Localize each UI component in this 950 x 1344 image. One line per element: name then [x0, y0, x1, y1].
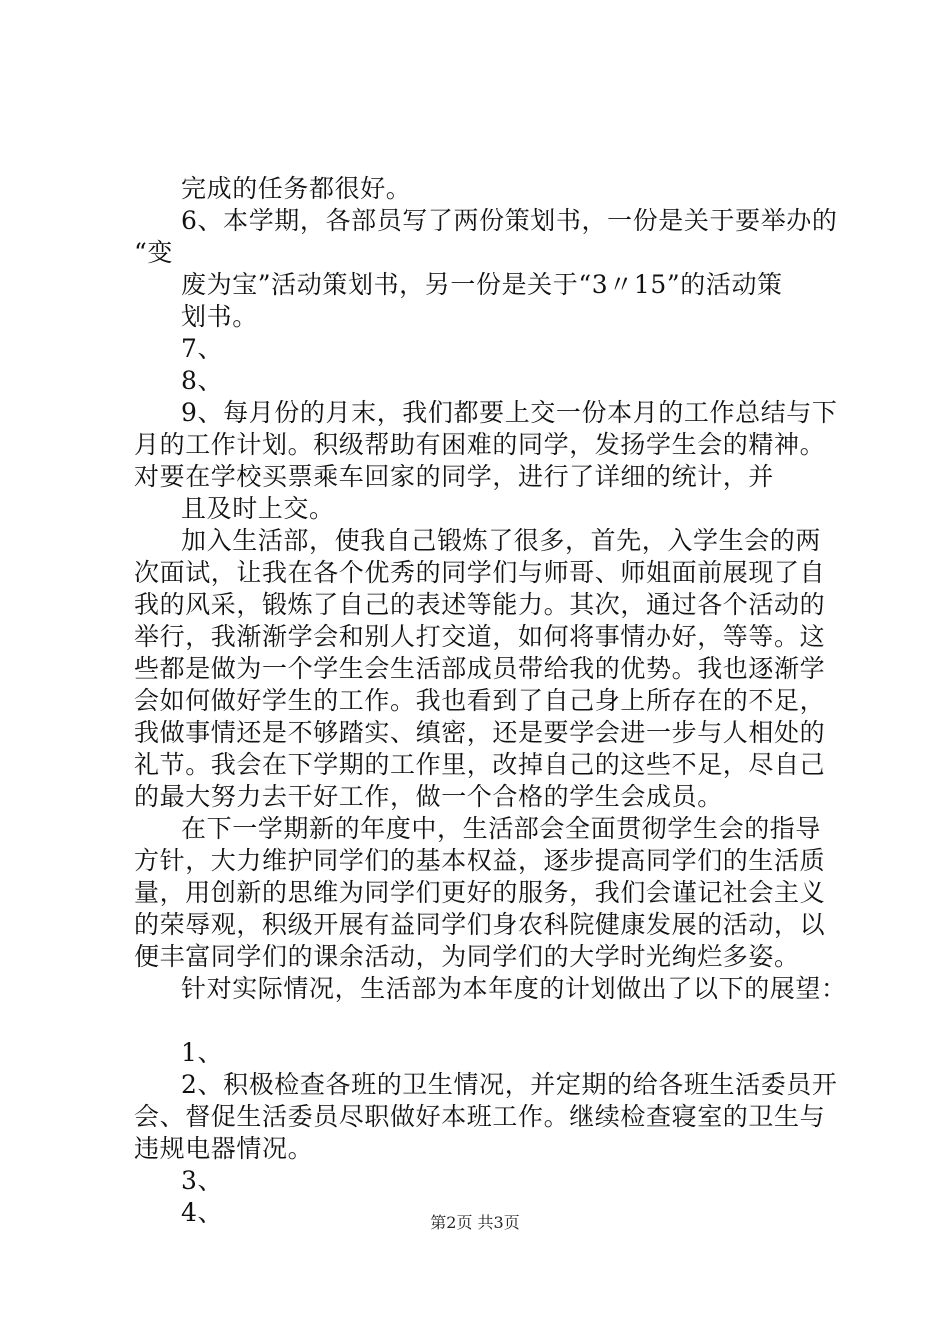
text-line: 会如何做好学生的工作。我也看到了自己身上所存在的不足， — [134, 686, 826, 715]
text-line: 2、积极检查各班的卫生情况，并定期的给各班生活委员开 — [181, 1070, 838, 1099]
text-line: 1、 — [181, 1038, 224, 1067]
text-line: 且及时上交。 — [181, 494, 335, 523]
text-line: “变 — [134, 238, 173, 267]
text-line: 我的风采，锻炼了自己的表述等能力。其次，通过各个活动的 — [134, 590, 826, 619]
text-line: 对要在学校买票乘车回家的同学，进行了详细的统计，并 — [134, 462, 775, 491]
text-line: 6、本学期，各部员写了两份策划书，一份是关于要举办的 — [181, 206, 838, 235]
text-line: 8、 — [181, 366, 224, 395]
text-line: 方针，大力维护同学们的基本权益，逐步提高同学们的生活质 — [134, 846, 826, 875]
text-line: 举行，我渐渐学会和别人打交道，如何将事情办好，等等。这 — [134, 622, 826, 651]
text-line: 的最大努力去干好工作，做一个合格的学生会成员。 — [134, 782, 723, 811]
text-line: 些都是做为一个学生会生活部成员带给我的优势。我也逐渐学 — [134, 654, 826, 683]
text-line: 7、 — [181, 334, 224, 363]
text-line: 礼节。我会在下学期的工作里，改掉自己的这些不足，尽自己 — [134, 750, 826, 779]
text-line: 针对实际情况，生活部为本年度的计划做出了以下的展望： — [181, 974, 847, 1003]
text-line: 会、督促生活委员尽职做好本班工作。继续检查寝室的卫生与 — [134, 1102, 826, 1131]
text-line: 次面试，让我在各个优秀的同学们与师哥、师姐面前展现了自 — [134, 558, 826, 587]
text-line: 划书。 — [181, 302, 258, 331]
page-footer: 第2页 共3页 — [430, 1213, 520, 1232]
text-line: 完成的任务都很好。 — [181, 174, 412, 203]
text-line: 的荣辱观，积级开展有益同学们身农科院健康发展的活动，以 — [134, 910, 826, 939]
text-line: 3、 — [181, 1166, 224, 1195]
text-line: 月的工作计划。积级帮助有困难的同学，发扬学生会的精神。 — [134, 430, 826, 459]
text-line: 4、 — [181, 1198, 224, 1227]
text-line: 在下一学期新的年度中，生活部会全面贯彻学生会的指导 — [181, 814, 822, 843]
text-line: 我做事情还是不够踏实、缜密，还是要学会进一步与人相处的 — [134, 718, 826, 747]
text-line: 违规电器情况。 — [134, 1134, 314, 1163]
text-line: 废为宝”活动策划书，另一份是关于“3〃15”的活动策 — [181, 270, 783, 299]
text-line: 加入生活部，使我自己锻炼了很多，首先，入学生会的两 — [181, 526, 822, 555]
text-line: 9、每月份的月末，我们都要上交一份本月的工作总结与下 — [181, 398, 838, 427]
text-line: 便丰富同学们的课余活动，为同学们的大学时光绚烂多姿。 — [134, 942, 800, 971]
text-line: 量，用创新的思维为同学们更好的服务，我们会谨记社会主义 — [134, 878, 826, 907]
